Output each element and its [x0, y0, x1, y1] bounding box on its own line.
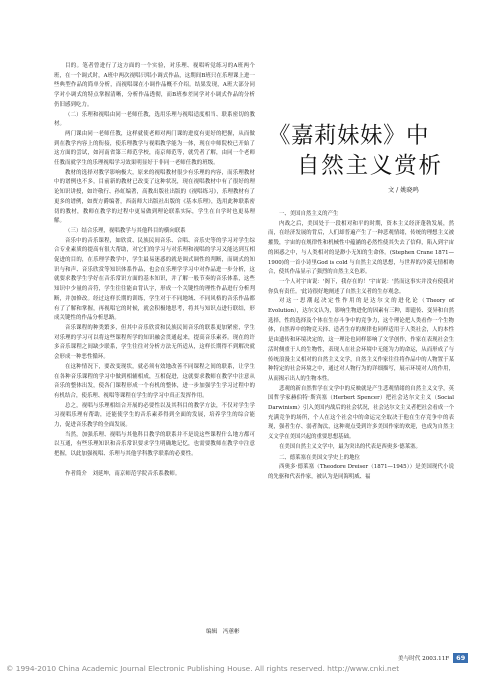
body-paragraph: 西奥多·德莱塞（Theodore Dreiser（1871—1945））是美国现代小说的先驱和代表作家，被认为是同海明威、福 [268, 464, 454, 480]
body-paragraph: 对这一思潮起决定性作用的是达尔文的进化论（Theory of Evolution），达尔文认为，影响生物进化的因素有三种，即遗传、变异和自然选择，性的选择及个体在生存斗争中的竞争力，这个理论把人类看作一个生物体，自然界中的物竞天择、适者生存的规律也同样适用于人类社会，人的本性是由遗传和环境决定的，这一理论也同样影响了文学创作，作家在表现社会生活时侧重于人的生物性，表现人在社会环境中无能为力的命运，从而形成了与传统浪漫主义相对的自然主义文学，自然主义作家往往将作品中的人物置于某种特定的社会环境之中，通过对人物行为的详细描写，展示环境对人的作用，从而揭示出人的生物本性。 [268, 298, 454, 382]
left-section-heading: （三）结合乐理，视唱教学与其他科目的横向联系 [65, 227, 186, 234]
article-title-line-2: 自然主义赏析 [297, 153, 443, 179]
left-paragraph: 音乐中的音乐课程，如欣赏、民族民间音乐、合唱、音乐史等的学习对学生综合专业素质的提高有很大帮助，对它们的学习与对乐理和视唱的学习又能达到互相促进的目的，在乐理学教学中，学生最易迷惑的就是调式调性的判断，而调式的知识与和声、音乐欣赏等知识体系作品，也会在乐理学学习中对作品进一步分析，这就要求教学生学好在音乐常识方面的基本知识，并了解一般节奏的音乐体系，这些知识中少量的音符，学生往往能由背认字，形成一个关键性的理性作品进行分析判断，并加修改。经过这样长期的训练，学生对于不同地域、不同风格的音乐作品都有了了解和掌握，再视唱它的时候，就会积极地思考，将其与知识点进行联结，形成关键性的作品分析思路。 [54, 237, 255, 322]
body-paragraph: 在美国自然主义文学中，最为突出的代表是西奥多·德莱塞。 [279, 443, 421, 450]
section-heading: 二、德莱塞在美国文学史上的地位 [279, 454, 360, 461]
left-paragraph: 教材的选择对教学影响极大，原来的视唱教材很少有乐理的内容，而乐理教材中的谱例也不多，目前新的教材已改变了这种状况，现在视唱教材中有了很好的理论知识讲授，如许敬行、孙虹编著，高教出版社出版的《视唱练习》，乐理教材有了更多的谱例，如贾方爵编著，西南师大出版社出版的《基本乐理》，选用此种联系密切的教材，教师在教学的过程中更易做到理论联系实际，学生在自学时也更易理解。 [54, 169, 255, 225]
section-heading: 一、美国自然主义的产生 [279, 211, 339, 217]
article-byline: 文 / 姚晓鸣 [388, 187, 419, 194]
editor-credit: 编辑 冯蕙彬 [206, 629, 240, 635]
journal-footer [398, 653, 468, 663]
page-number-badge: 69 [453, 653, 468, 663]
body-paragraph: 内战之后，美国处于一段相对和平的时期，资本主义经济蓬勃发展，然而，在经济发展的背后，人们却普遍产生了一种悲观情绪，传统的理想主义被摧毁，宇宙的在规律性和机械性中蕴涵的必然性使其失去了信仰，陷入到宇宙的困惑之中，与人类相对的是渺小无知的生命体。(Stephen Crane 1871—1900)的一首小诗里God is cold 与自然主义的思想，与世界的冷漠无情相吻合，使其作品显示了强烈的自然主义色彩。 [268, 220, 454, 276]
left-paragraph: 当然，加强乐理、视唱与其他科目教学的联系并不是说这些课程什么地方都可以互通，有些乐理知识和音乐常识要求学生明确地记忆，也需要教师在教学中注意把握，以此加强视唱、乐理与其他学科教学联系的必要性。 [54, 431, 255, 458]
article-title-line-1: 《嘉莉妹妹》中 [268, 123, 430, 149]
copyright-line: © 1994-2010 China Academic Journal Electronic Publishing House. All rights reserved. http://www.cnki.net [6, 664, 400, 673]
author-note: 作者简介 刘延坤，南京师范学院音乐系教师。 [65, 470, 181, 477]
spacer [54, 460, 255, 470]
left-paragraph: 两门课由同一老师任教，这样就使老师对两门课的进度有更好的把握，从而做到在教学内容上的衔接，使乐理教学与视唱教学能为一体，现在中师院校已开始了这方面的尝试，如河南省第三师范学校，南京师范等，就凭者了解，由同一个老师任教而就学生的乐理视唱学习效果明显好于非同一老师任教的班级。 [54, 130, 255, 167]
left-column-text [54, 62, 255, 622]
left-paragraph: （二）乐理和视唱由同一老师任教，选用乐理与视唱适度相当、联系密切的教材。 [54, 111, 255, 128]
body-paragraph: 悲观的新自然哲学在文学中的反映就是产生悲观情绪的自然主义文学，英国哲学家赫伯特·斯宾塞（Herbert Spencer）把社会达尔文主义（Social Darwinism）引入美国内战后的社会状况，社会达尔文主义者把社会看成一个充满竞争的场所，个人在这个社会中的命运完全取决于他在生存竞争中的表现，强者生存、弱者淘汰，这种观点受到许多美国作家的欢迎，也成为自然主义文学在美国兴起的重要思想基础。 [268, 385, 454, 441]
journal-name: 美与时代 2003.11F [398, 656, 450, 662]
body-paragraph: 一个人对宇宙说：'阁下，我存在的！'宇宙说：'然而这事实并没有使我对你负有责任。'此诗很好地阐述了自然主义者的生存观念。 [268, 278, 454, 295]
article-body [268, 209, 454, 483]
left-paragraph: 音乐课程的种类繁多，但其中音乐欣赏和民族民间音乐的联系更加紧密，学生对乐理的学习可以将这些课程所学的知识融会贯通起来，提高音乐素养。现在的许多音乐课程之间缺少联系，学生往往对分析方法无所适从，这样长期得不到解决就会形成一种恶性循环。 [54, 324, 255, 361]
left-paragraph: 在这种情况下，要改变现状，就必须有效地改善不同课程之间的联系，让学生在各种音乐课程的学习中做到相辅相成，互相促进，这就要求教师在教学中注意从音乐的整体出发，使各门课程形成一个有机的整体，进一步加强学生学习过程中的有机结合，使乐理、视唱等课程在学生的学习中真正发挥作用。 [54, 363, 255, 399]
left-paragraph: 目的。笔者曾进行了这方面的一个实验，对乐理、视唱听觉练习的A班两个班，在一个调式时，A班中两次视唱只唱小调式作品，这期间B班只在乐理课上进一些典型作品的简单分析，而视唱课在小调作品概不介绍。结果发现，A班大部分同学对小调式的特点掌握清晰，分析作品透彻，而B班参差同学对小调式作品的分析仍旧感到吃力。 [54, 63, 255, 108]
left-paragraph: 总之，视唱与乐理相结合开展的必要性以及其科目的教学方法，不仅对学生学习视唱乐理有帮助，还能使学生的音乐素养得到全面的发展，培养学生的综合能力，促进音乐教学的全面发展。 [54, 402, 255, 429]
